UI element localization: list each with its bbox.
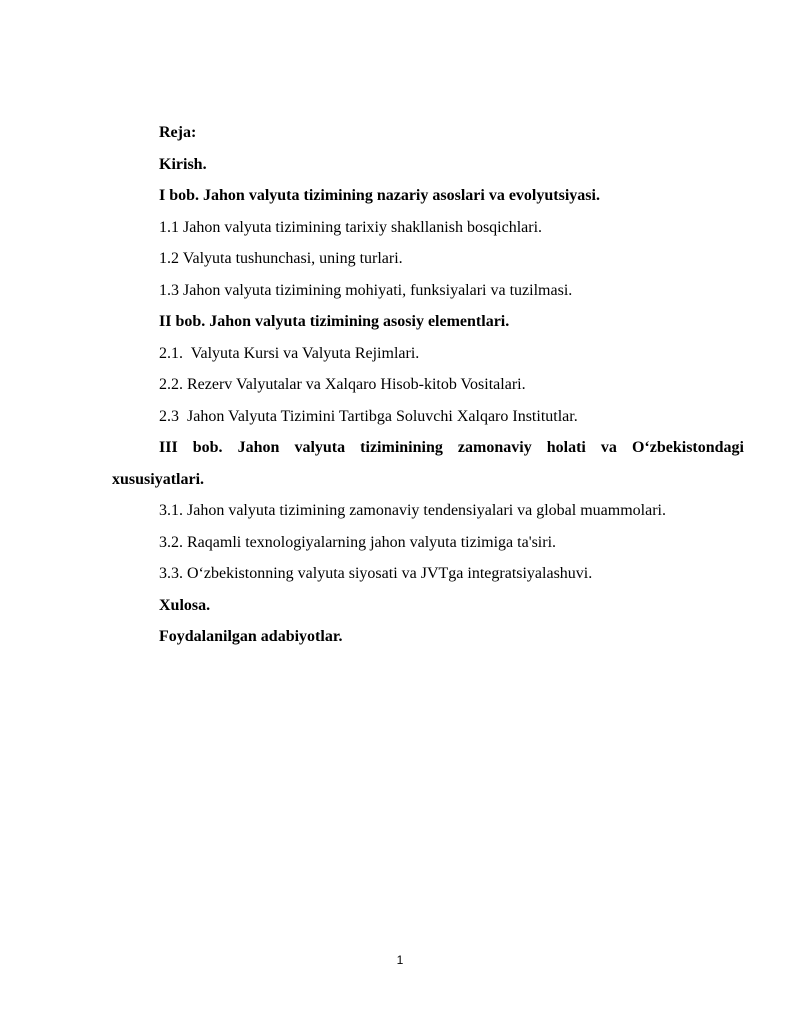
section-1-1: 1.1 Jahon valyuta tizimining tarixiy shakllanish bosqichlari. [159, 218, 543, 236]
intro-entry: Kirish. [159, 155, 207, 173]
chapter-3-title: III bob. Jahon valyuta tiziminining zamonaviy holati va O‘zbekistondagi xususiyatlari. [112, 439, 744, 488]
chapter-1-title: I bob. Jahon valyuta tizimining nazariy asoslari va evolyutsiyasi. [159, 187, 600, 204]
references-entry: Foydalanilgan adabiyotlar. [159, 628, 343, 645]
conclusion-entry: Xulosa. [159, 596, 211, 614]
page-number: 1 [396, 953, 404, 967]
section-2-2: 2.2. Rezerv Valyutalar va Xalqaro Hisob-kitob Vositalari. [159, 376, 526, 393]
section-2-1: 2.1. Valyuta Kursi va Valyuta Rejimlari. [159, 344, 420, 362]
chapter-2-title: II bob. Jahon valyuta tizimining asosiy elementlari. [159, 313, 510, 330]
section-3-3: 3.3. O‘zbekistonning valyuta siyosati va JVTga integratsiyalashuvi. [159, 565, 593, 582]
table-of-contents [112, 117, 744, 653]
section-2-3: 2.3 Jahon Valyuta Tizimini Tartibga Soluvchi Xalqaro Institutlar. [159, 407, 578, 425]
plan-heading: Reja: [159, 124, 197, 141]
section-1-2: 1.2 Valyuta tushunchasi, uning turlari. [159, 250, 403, 267]
section-1-3: 1.3 Jahon valyuta tizimining mohiyati, funksiyalari va tuzilmasi. [159, 281, 573, 299]
section-3-1: 3.1. Jahon valyuta tizimining zamonaviy tendensiyalari va global muammolari. [159, 502, 666, 519]
section-3-2: 3.2. Raqamli texnologiyalarning jahon valyuta tizimiga ta'siri. [159, 533, 557, 551]
